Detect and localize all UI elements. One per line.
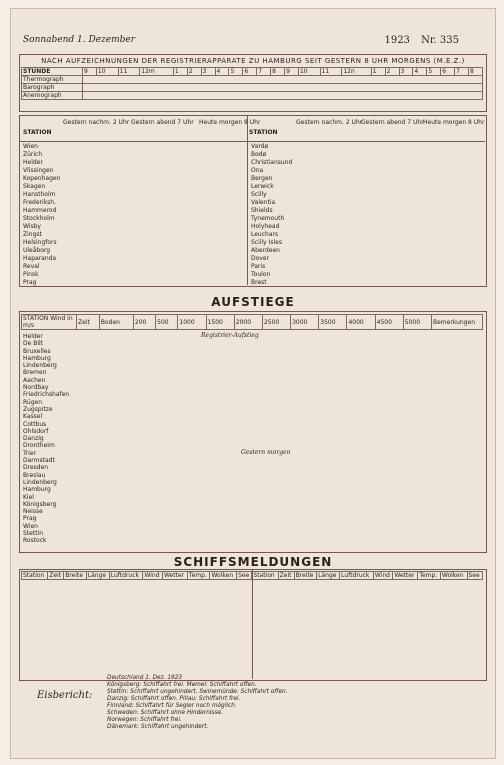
aufstieg-station: Prag (23, 515, 37, 523)
header-cell: Wolken (210, 572, 237, 580)
year: 1923 (384, 35, 410, 46)
aufstieg-station: Dresden (23, 464, 49, 472)
thermo-row (22, 76, 483, 84)
station-name: Skagen (23, 183, 46, 190)
aufstieg-station: Helder (23, 333, 43, 340)
aufstieg-station: Lindenberg (23, 362, 57, 370)
left-station-list (23, 143, 60, 287)
row-label: Barograph (22, 84, 83, 92)
aufstieg-station: Friedrichshafen (23, 391, 70, 399)
aufstieg-station: Trier (23, 449, 37, 457)
station-name: Toulon (251, 271, 271, 278)
aufstieg-station: Neisse (23, 508, 43, 516)
station-name: Tynemouth (251, 215, 285, 222)
col-a-right: Gestern nachm. 2 Uhr (296, 119, 363, 126)
header-cell: Luftdruck (109, 572, 143, 580)
aufstieg-station: Kiel (23, 493, 34, 501)
hour-cell: 11 (320, 68, 342, 76)
header-cell: Wind (143, 572, 163, 580)
station-name: Helder (23, 159, 43, 166)
station-name: Stockholm (23, 215, 55, 222)
station-name: Haparanda (23, 255, 57, 262)
aufstiege-header-row (22, 315, 483, 330)
station-name: Scilly Isles (251, 239, 282, 246)
station-name: Brest (251, 279, 267, 286)
header-cell: Länge (86, 572, 109, 580)
station-name: Wisby (23, 223, 41, 230)
hour-cell: 3 (201, 68, 215, 76)
row-label: Thermograph (22, 76, 83, 84)
hour-cell: 10 (298, 68, 320, 76)
aufstiege-station-list (23, 333, 69, 545)
header-cell: Zeit (77, 315, 100, 330)
aufstieg-station: Drontheim (23, 442, 55, 450)
station-name: Hanstholm (23, 191, 56, 198)
aufstieg-station: Kassel (23, 413, 43, 421)
aufstieg-station: De Bilt (23, 340, 44, 348)
col-c-right: Heute morgen 8 Uhr (423, 119, 485, 126)
aufstieg-station: Danzig (23, 435, 44, 443)
station-name: Shields (251, 207, 273, 214)
col-b-right: Gestern abend 7 Uhr (361, 119, 424, 126)
aufstieg-station: Hamburg (23, 486, 51, 494)
header-cell: Wolken (440, 572, 467, 580)
station-name: Pinsk (23, 271, 39, 278)
header-cell: Zeit (278, 572, 294, 580)
col-a-left: Gestern nachm. 2 Uhr (63, 119, 130, 126)
aufstieg-station: Königsberg (23, 500, 57, 508)
station-name: Prag (23, 279, 37, 286)
hour-cell: 9 (83, 68, 97, 76)
eisbericht-text (107, 675, 487, 731)
header-cell: Temp. (187, 572, 210, 580)
header-cell: 5000 (403, 315, 431, 330)
hour-cell: 7 (257, 68, 271, 76)
hour-cell: 12m (140, 68, 174, 76)
station-name: Reval (23, 263, 40, 270)
right-station-list (251, 143, 292, 287)
aufstieg-station: Bremen (23, 369, 47, 377)
eisbericht-line: Dänemark: Schiffahrt ungehindert. (107, 724, 209, 730)
hour-cell: 9 (285, 68, 299, 76)
header-cell: 200 (133, 315, 155, 330)
header-cell: 2500 (262, 315, 290, 330)
aufstieg-station: Ohlsdorf (23, 427, 49, 435)
station-header-rule (19, 141, 485, 142)
hour-cell: 5 (427, 68, 441, 76)
station-name: Zingst (23, 231, 42, 238)
hour-cell: 2 (187, 68, 201, 76)
hour-cell: 5 (229, 68, 243, 76)
aufstiege-note-1: Registrier-Aufstieg (201, 332, 259, 339)
station-header-left: STATION (23, 129, 52, 136)
aufstiege-note-2: Gestern morgen (241, 449, 291, 456)
header-cell: Breite (64, 572, 87, 580)
hours-row (22, 68, 483, 76)
header-cell: Boden (99, 315, 133, 330)
hours-table (21, 67, 483, 100)
header-cell: 3500 (319, 315, 347, 330)
hour-cell: 11 (118, 68, 140, 76)
col-c-left: Heute morgen 8 Uhr (199, 119, 261, 126)
aufstiege-title: AUFSTIEGE (211, 295, 295, 309)
station-name: Aberdeen (251, 247, 280, 254)
station-name: Scilly (251, 191, 267, 198)
eisbericht-line: Norwegen: Schiffahrt frei. (107, 717, 182, 723)
header-cell: Luftdruck (340, 572, 374, 580)
hour-cell: 8 (469, 68, 483, 76)
station-name: Vardø (251, 143, 269, 150)
station-name: Bodø (251, 151, 267, 158)
header-cell: See (237, 572, 252, 580)
header-cell: Breite (294, 572, 317, 580)
hour-cell: 6 (441, 68, 455, 76)
station-name: Zürich (23, 151, 43, 158)
station-name: Leuchars (251, 231, 279, 238)
station-name: Uleåborg (23, 247, 51, 254)
header-cell: 1500 (206, 315, 234, 330)
row-label: Anemograph (22, 92, 83, 100)
station-divider (247, 115, 248, 285)
baro-row (22, 84, 483, 92)
schiff-divider (252, 569, 253, 679)
station-name: Valentia (251, 199, 276, 206)
station-name: Frederiksh. (23, 199, 56, 206)
aufstieg-station: Aachen (23, 376, 46, 384)
document-sheet (10, 8, 496, 759)
aufstieg-station: Rügen (23, 398, 43, 406)
aufstieg-station: Stettin (23, 530, 44, 538)
anemo-row (22, 92, 483, 100)
aufstieg-station: Zugspitze (23, 405, 53, 413)
station-name: Hammerod (23, 207, 57, 214)
station-name: Dover (251, 255, 269, 262)
header-cell: 4500 (375, 315, 403, 330)
eisbericht-line: Schweden: Schiffahrt ohne Hindernisse. (107, 710, 223, 716)
aufstieg-station: Wien (23, 522, 38, 530)
header-cell: 4000 (347, 315, 375, 330)
header-cell: Station (252, 572, 278, 580)
aufstiege-header (21, 314, 483, 330)
hour-cell: 4 (215, 68, 229, 76)
station-name: Ona (251, 167, 264, 174)
header-cell: 1000 (178, 315, 206, 330)
header-cell: See (467, 572, 483, 580)
aufstiege-box (19, 311, 487, 553)
header-cell: Bemerkungen (432, 315, 483, 330)
hour-cell: 4 (413, 68, 427, 76)
station-header-right: STATION (249, 129, 278, 136)
hour-cell: 6 (243, 68, 257, 76)
header-cell: 2000 (234, 315, 262, 330)
header-cell: STATION Wind in m/s (22, 315, 77, 330)
header-cell: Wetter (162, 572, 187, 580)
aufstieg-station: Cottbus (23, 420, 47, 428)
station-name: Holyhead (251, 223, 280, 230)
header-cell: Zeit (48, 572, 64, 580)
year-number (384, 35, 459, 46)
stunde-label: STUNDE (22, 68, 83, 76)
station-name: Paris (251, 263, 266, 270)
aufstieg-station: Nordbay (23, 384, 49, 392)
station-name: Vlissingen (23, 167, 54, 174)
eisbericht-line: Königsberg: Schiffahrt frei. Memel: Schiffahrt offen. (107, 682, 257, 688)
col-b-left: Gestern abend 7 Uhr (131, 119, 194, 126)
header-cell: Temp. (418, 572, 441, 580)
header-cell: 500 (156, 315, 178, 330)
date-heading: Sonnabend 1. Dezember (23, 35, 136, 45)
station-name: Lerwick (251, 183, 274, 190)
eisbericht-line: Deutschland 1. Dez. 1923 (107, 675, 183, 681)
eisbericht-label: Eisbericht: (37, 690, 93, 701)
station-name: Kopenhagen (23, 175, 61, 182)
station-name: Helsingfors (23, 239, 57, 246)
issue-number: Nr. 335 (421, 35, 459, 46)
header-cell: Wetter (393, 572, 418, 580)
hour-cell: 8 (271, 68, 285, 76)
aufstieg-station: Rostock (23, 537, 47, 545)
station-name: Wien (23, 143, 38, 150)
aufstieg-station: Hamburg (23, 354, 51, 362)
header-cell: Wind (373, 572, 393, 580)
hour-cell: 1 (371, 68, 385, 76)
schiff-box (19, 569, 487, 681)
hour-cell: 1 (173, 68, 187, 76)
station-name: Bergen (251, 175, 273, 182)
hour-cell: 10 (96, 68, 118, 76)
header-cell: Länge (317, 572, 340, 580)
eisbericht-line: Finnland: Schiffahrt für Segler noch möglich. (107, 703, 237, 709)
registration-title: NACH AUFZEICHNUNGEN DER REGISTRIERAPPARATE ZU HAMBURG SEIT GESTERN 8 UHR MORGENS (M.E.Z.) (41, 57, 465, 65)
hour-cell: 3 (399, 68, 413, 76)
hour-cell: 2 (385, 68, 399, 76)
schiff-title: SCHIFFSMELDUNGEN (173, 555, 333, 569)
aufstieg-station: Darmstadt (23, 457, 55, 465)
hour-cell: 7 (455, 68, 469, 76)
header-cell: Station (22, 572, 48, 580)
eisbericht-line: Danzig: Schiffahrt offen. Pillau: Schiffahrt frei. (107, 696, 241, 702)
hour-cell: 12n (342, 68, 371, 76)
station-name: Christiansund (251, 159, 293, 166)
aufstieg-station: Bruxelles (23, 347, 51, 355)
eisbericht-line: Stettin: Schiffahrt ungehindert. Swinemünde: Schiffahrt offen. (107, 689, 288, 695)
header-cell: 3000 (291, 315, 319, 330)
aufstieg-station: Breslau (23, 471, 46, 479)
aufstieg-station: Lindenberg (23, 478, 57, 486)
